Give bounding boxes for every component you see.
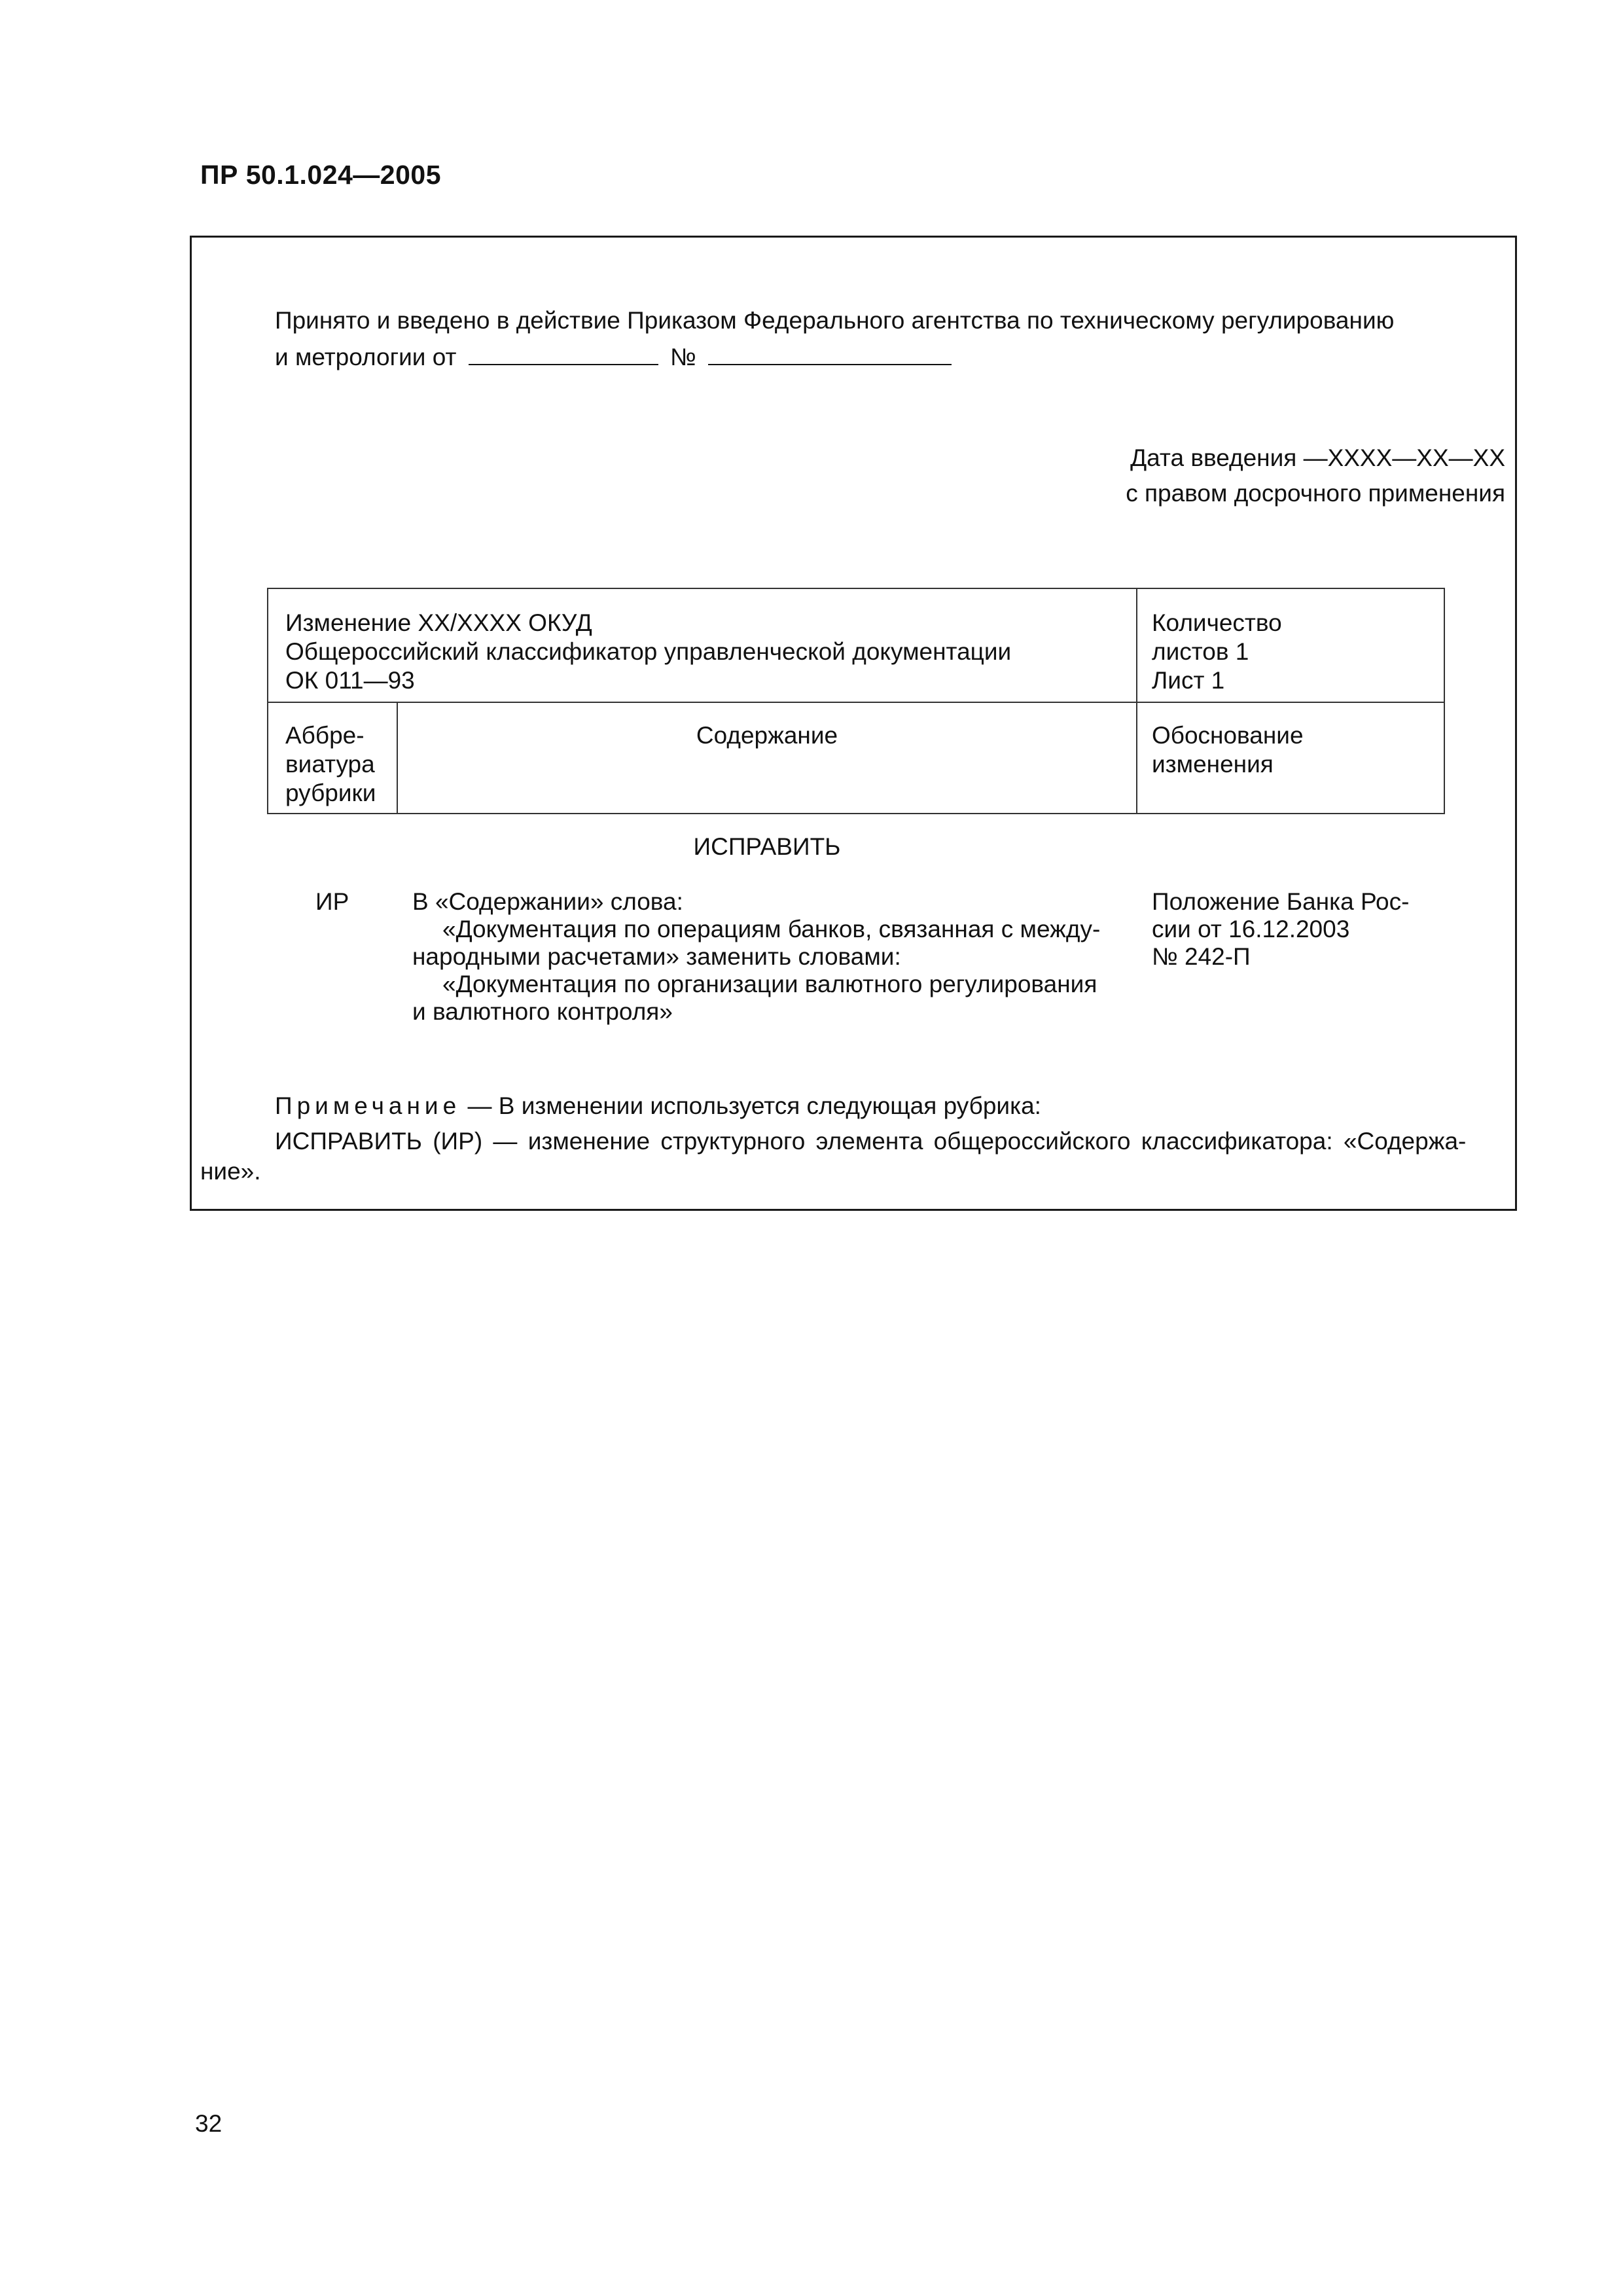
table-divider-left — [397, 702, 398, 814]
change-title: Изменение XX/XXXX ОКУД — [285, 609, 592, 636]
sheet-count-label: Количество — [1152, 609, 1282, 636]
number-blank — [708, 344, 952, 365]
content-line-2: «Документация по операциям банков, связанная с между- — [442, 916, 1101, 942]
intro-line-2-prefix: и метрологии от — [275, 344, 457, 370]
col-abbr-line-2: виатура — [285, 751, 375, 778]
intro-line-2 — [275, 343, 952, 371]
basis-line-2: сии от 16.12.2003 — [1152, 916, 1350, 942]
page-number: 32 — [195, 2110, 223, 2137]
col-abbr-line-1: Аббре- — [285, 722, 365, 749]
rubric-abbreviation: ИР — [315, 888, 349, 915]
document-code: ПР 50.1.024—2005 — [200, 160, 442, 190]
section-heading: ИСПРАВИТЬ — [693, 833, 841, 860]
col-abbr-line-3: рубрики — [285, 780, 376, 806]
content-line-5: и валютного контроля» — [412, 998, 673, 1025]
note-line-3: ние». — [200, 1158, 261, 1185]
number-sign: № — [670, 344, 696, 370]
col-basis-line-2: изменения — [1152, 751, 1274, 778]
basis-line-3: № 242-П — [1152, 943, 1251, 970]
intro-line-1: Принято и введено в действие Приказом Федерального агентства по техническому регулированию — [275, 307, 1395, 334]
content-line-4: «Документация по организации валютного регулирования — [442, 971, 1097, 997]
content-line-1: В «Содержании» слова: — [412, 888, 683, 915]
note-line-2: ИСПРАВИТЬ (ИР) — изменение структурного элемента общероссийского классификатора: «Содержа- — [275, 1128, 1467, 1155]
classifier-code: ОК 011—93 — [285, 667, 415, 694]
note-text: — В изменении используется следующая рубрика: — [461, 1092, 1041, 1119]
content-line-3: народными расчетами» заменить словами: — [412, 943, 901, 970]
note-line-1 — [275, 1092, 1041, 1120]
table-divider-horizontal — [267, 702, 1445, 703]
classifier-name: Общероссийский классификатор управленческой документации — [285, 638, 1012, 665]
table-divider-right — [1136, 588, 1137, 814]
early-application: с правом досрочного применения — [1126, 480, 1505, 507]
basis-line-1: Положение Банка Рос- — [1152, 888, 1410, 915]
sheet-number: Лист 1 — [1152, 667, 1225, 694]
date-blank — [469, 344, 658, 365]
sheet-count: листов 1 — [1152, 638, 1249, 665]
effective-date: Дата введения —XXXX—XX—XX — [1130, 444, 1505, 471]
note-label: Примечание — [275, 1092, 461, 1119]
col-basis-line-1: Обоснование — [1152, 722, 1304, 749]
col-content-header: Содержание — [696, 722, 838, 749]
